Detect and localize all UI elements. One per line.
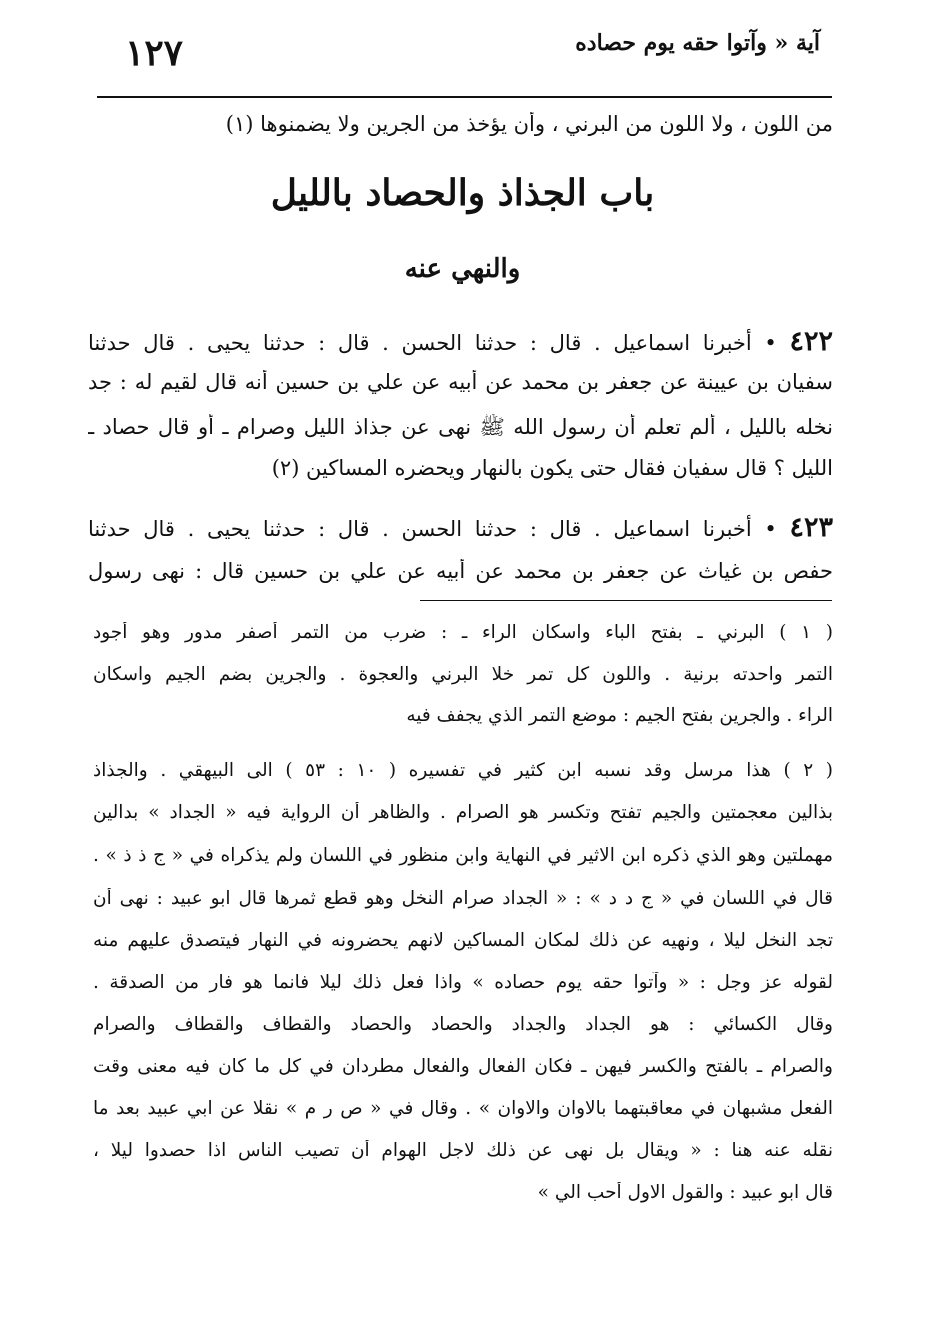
footnote-1-line-2: التمر واحدته برنية . واللون كل تمر خلا البرني والعجوة . والجرين بضم الجيم واسكان [93, 664, 833, 685]
hadith-422-line-1 [88, 326, 833, 357]
page-number: ١٢٧ [125, 32, 184, 74]
footnote-2-line-4: قال في اللسان في « ج د د » : « الجداد صرام النخل وهو قطع ثمرها قال ابو عبيد : نهى أن [93, 888, 833, 909]
chapter-subtitle: والنهي عنه [404, 254, 521, 284]
header-divider [97, 96, 832, 98]
running-header-title: آية « وآتوا حقه يوم حصاده [575, 30, 820, 56]
footnote-2-line-1: ( ٢ ) هذا مرسل وقد نسبه ابن كثير في تفسيره ( ١٠ : ٥٣ ) الى البيهقي . والجذاذ [93, 760, 833, 781]
footnote-2-line-7: وقال الكسائي : هو الجداد والجداد والحصاد والحصاد والقطاف والقطاف والصرام [93, 1014, 833, 1035]
footnote-2-line-10: نقله عنه هنا : « ويقال بل نهى عن ذلك لاجل الهوام أن تصيب الناس اذا حصدوا ليلا ، [93, 1140, 833, 1161]
hadith-text: • أخبرنا اسماعيل . قال : حدثنا الحسن . قال : حدثنا يحيى . قال حدثنا [88, 331, 777, 355]
footnote-1-line-1: ( ١ ) البرني ـ بفتح الباء واسكان الراء ـ : ضرب من التمر أصفر مدور وهو أجود [93, 622, 833, 643]
footnote-2-line-8: والصرام ـ بالفتح والكسر فيهن ـ فكان الفعال والفعال مطردان في كل ما كان فيه معنى وقت [93, 1056, 833, 1077]
footnote-2-line-6: لقوله عز وجل : « وآتوا حقه يوم حصاده » واذا فعل ذلك ليلا فانما هو فار من الصدقة . [93, 972, 833, 993]
intro-line: من اللون ، ولا اللون من البرني ، وأن يؤخذ من الجرين ولا يضمنوها (١) [225, 112, 833, 136]
hadith-423-line-2: حفص بن غياث عن جعفر بن محمد عن أبيه عن علي بن حسين قال : نهى رسول [88, 559, 833, 583]
hadith-number: ٤٢٢ [789, 326, 833, 357]
footnote-1-line-3: الراء . والجرين بفتح الجيم : موضع التمر الذي يجفف فيه [406, 705, 833, 726]
footnote-divider [420, 600, 832, 601]
footnote-2-line-11: قال ابو عبيد : والقول الاول أحب الي » [537, 1182, 833, 1203]
hadith-422-line-2: سفيان بن عيينة عن جعفر بن محمد عن أبيه عن علي بن حسين أنه قال لقيم له : جد [88, 370, 833, 394]
hadith-text: • أخبرنا اسماعيل . قال : حدثنا الحسن . قال : حدثنا يحيى . قال حدثنا [88, 517, 777, 541]
hadith-422-line-4: الليل ؟ قال سفيان فقال حتى يكون بالنهار ويحضره المساكين (٢) [271, 456, 833, 480]
hadith-423-line-1 [88, 512, 833, 543]
footnote-2-line-3: مهملتين وهو الذي ذكره ابن الاثير في النهاية وابن منظور في اللسان ولم يذكراه في « ج ذ ذ » . [93, 845, 833, 866]
footnote-2-line-9: الفعل مشبهان في معاقبتهما بالاوان والاوان » . وقال في « ص ر م » نقلا عن ابي عبيد بعد ما [93, 1098, 833, 1119]
hadith-number: ٤٢٣ [789, 512, 833, 543]
footnote-2-line-5: تجد النخل ليلا ، ونهيه عن ذلك لمكان المساكين لانهم يحضرونه في النهار فيتصدق عليهم منه [93, 930, 833, 951]
chapter-title: باب الجذاذ والحصاد بالليل [270, 172, 655, 214]
footnote-2-line-2: بذالين معجمتين والجيم تفتح وتكسر هو الصرام . والظاهر أن الرواية فيه « الجداد » بدالين [93, 802, 833, 823]
hadith-422-line-3: نخله بالليل ، ألم تعلم أن رسول الله ﷺ نهى عن جذاذ الليل وصرام ـ أو قال حصاد ـ [88, 415, 833, 439]
